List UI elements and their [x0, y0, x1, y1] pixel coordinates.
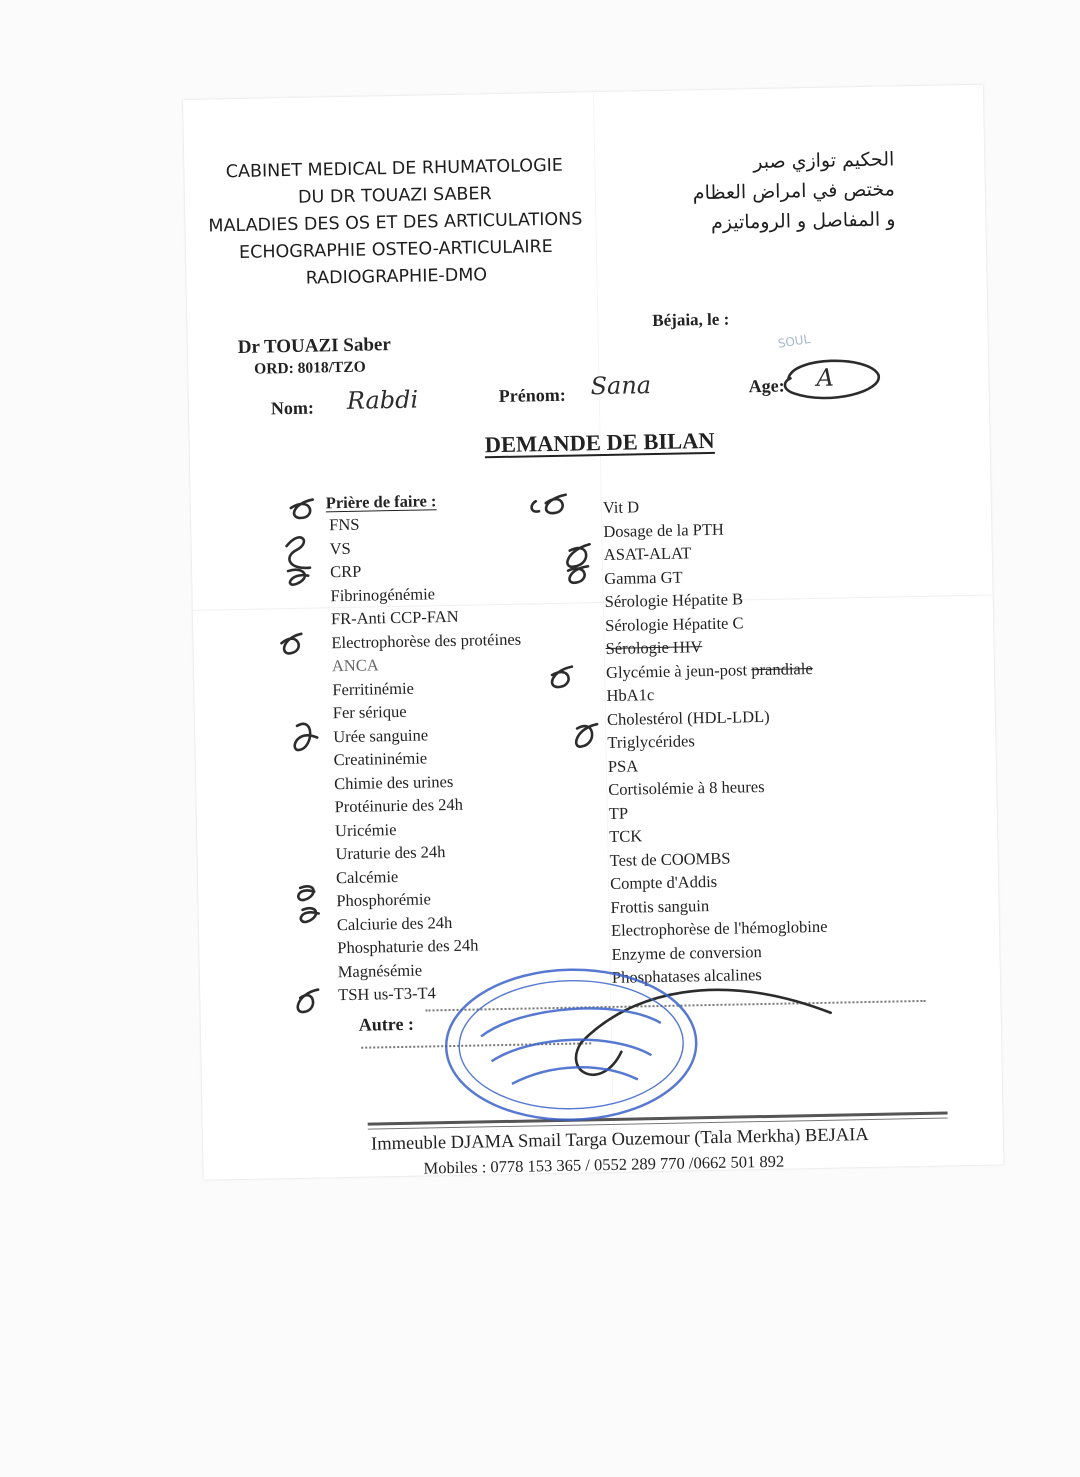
test-item: Calcémie [335, 866, 399, 887]
test-item: Test de COOMBS [609, 848, 731, 870]
test-item: HbA1c [606, 685, 655, 705]
test-item: Sérologie Hépatite B [604, 589, 744, 611]
check-mark [281, 634, 301, 654]
test-item: Compte d'Addis [609, 871, 718, 893]
test-item: Phosphatases alcalines [611, 965, 762, 987]
test-item: FNS [328, 514, 360, 535]
test-item: Fibrinogénémie [330, 583, 436, 605]
test-item: VS [329, 538, 351, 558]
test-item: Urée sanguine [333, 724, 429, 746]
test-item: PSA [607, 755, 639, 776]
test-item: FR-Anti CCP-FAN [330, 606, 459, 629]
check-mark [531, 501, 538, 511]
check-mark [552, 667, 573, 688]
test-item: Calciurie des 24h [336, 912, 453, 934]
check-mark [567, 544, 590, 567]
test-item: ASAT-ALAT [603, 543, 692, 565]
letterhead-line: MALADIES DES OS ET DES ARTICULATIONS [208, 209, 583, 237]
check-mark [286, 537, 310, 568]
test-item: Creatininémie [333, 748, 428, 770]
check-mark [288, 569, 308, 584]
letterhead-line: RADIOGRAPHIE-DMO [305, 265, 488, 289]
test-item: Sérologie Hépatite C [604, 612, 744, 635]
footer-address: Immeuble DJAMA Smail Targa Ouzemour (Tala Merkha) BEJAIA [370, 1125, 869, 1155]
test-item: Cholestérol (HDL-LDL) [606, 706, 770, 729]
test-item: Uraturie des 24h [335, 842, 446, 864]
intro-label: Prière de faire : [325, 491, 437, 513]
test-item: TCK [609, 826, 643, 846]
age-circle-mark [785, 360, 880, 399]
test-item-struck: prandiale [751, 658, 813, 679]
check-mark [298, 886, 314, 900]
doctor-name: Dr TOUAZI Saber [237, 334, 392, 358]
prescription-sheet [183, 85, 1004, 1180]
test-item: Ferritinémie [332, 678, 415, 699]
test-item: Dosage de la PTH [603, 519, 725, 541]
check-mark [294, 724, 317, 750]
autre-label: Autre : [358, 1013, 415, 1035]
letterhead-line: ECHOGRAPHIE OSTEO-ARTICULAIRE [238, 236, 553, 263]
test-item: Triglycérides [607, 731, 695, 752]
doctor-order-number: ORD: 8018/TZO [254, 358, 366, 378]
test-item: Electrophorèse de l'hémoglobine [610, 916, 828, 940]
nom-label: Nom: [270, 397, 315, 419]
test-item: TP [608, 803, 629, 823]
test-item: Fer sérique [332, 701, 407, 723]
test-item: Magnésémie [337, 960, 423, 981]
test-item: Protéinurie des 24h [334, 794, 464, 817]
date-place-label: Béjaia, le : [652, 309, 730, 331]
age-handwritten: A [816, 363, 835, 392]
test-item: Gamma GT [604, 566, 683, 588]
test-item: TSH us-T3-T4 [338, 983, 436, 1005]
test-item: Sérologie HIV [605, 637, 703, 658]
nom-handwritten: Rabdi [346, 385, 419, 415]
letterhead-ar-line: الحكيم توازي صبر [753, 148, 895, 174]
test-item: Chimie des urines [333, 771, 454, 793]
test-item: Electrophorèse des protéines [331, 629, 522, 652]
age-label: Age: [748, 375, 785, 397]
page-title: DEMANDE DE BILAN [484, 427, 715, 458]
date-place-value: SOUL [776, 331, 812, 351]
check-mark [301, 908, 319, 922]
letterhead-ar-line: مختص في امراض العظام [692, 178, 896, 205]
test-item: Phosphaturie des 24h [337, 935, 479, 958]
footer-phones: Mobiles : 0778 153 365 / 0552 289 770 /0662 501 892 [423, 1151, 785, 1178]
test-item: Uricémie [334, 819, 397, 840]
check-mark [297, 990, 318, 1013]
letterhead-line: CABINET MEDICAL DE RHUMATOLOGIE [225, 155, 564, 183]
prenom-handwritten: Sana [590, 371, 652, 401]
test-item: Vit D [602, 497, 640, 518]
test-item: Cortisolémie à 8 heures [608, 776, 765, 799]
test-item: Enzyme de conversion [611, 941, 762, 964]
check-mark [568, 566, 588, 583]
letterhead-line: DU DR TOUAZI SABER [297, 184, 492, 208]
test-item: CRP [329, 561, 362, 582]
test-item: Phosphorémie [336, 889, 431, 911]
check-mark [291, 500, 313, 519]
doctor-stamp [440, 962, 703, 1127]
test-item-text: Glycémie à jeun-post [605, 659, 748, 682]
check-mark [546, 495, 566, 514]
letterhead-ar-line: و المفاصل و الروماتيزم [710, 208, 896, 234]
test-item: ANCA [331, 655, 379, 676]
prenom-label: Prénom: [498, 384, 566, 406]
check-mark [576, 724, 598, 747]
test-item: Frottis sanguin [610, 895, 710, 917]
